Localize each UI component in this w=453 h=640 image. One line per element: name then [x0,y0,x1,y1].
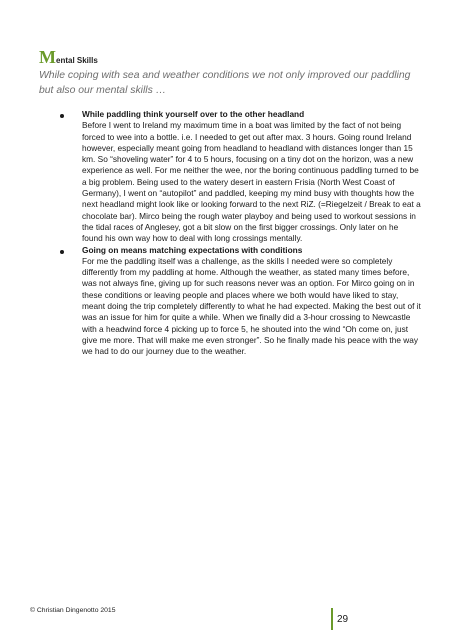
list-item-title: Going on means matching expectations with conditions [82,244,303,255]
list-item-body: Before I went to Ireland my maximum time in a boat was limited by the fact of not being forced to wee into a bottle. i.e. I needed to get out after max. 3 hours. Going round Ireland however, especially meant going from headland to headland with distances longer than 15 km. So “shoveling water” for 4 to 5 hours, focusing on a tiny dot on the horizon, was a new experience as well. For me neither the wee, nor the boring continuous paddling turned to be a big problem. Being used to the watery desert in eastern Frisia (North West Coast of Germany), I went on “autopilot” and paddled, keeping my mind busy with thoughts how the next headland might look like or looking forward to the next RiZ. (=Riegelzeit / Break to eat a chocolate bar). Mirco being the rough water playboy and being used to workout sessions in the tidal races of Anglesey, got a bit slow on the first bigger crossings. Only later on he found his own way how to deal with long crossings mentally. [82,120,421,244]
list-item-body: For me the paddling itself was a challenge, as the skills I needed were so completely differently from my paddling at home. Although the weather, as stated many times before, was not always fine, giving up for such reasons never was an option. For Mirco going on in these conditions or leaving people and places where we both would have liked to stay, meant doing the trip completely differently to what he had expected. Making the best out of it was an issue for him for quite a while. When we finally did a 3-hour crossing to Newcastle with a headwind force 4 picking up to force 5, he shouted into the wind “Oh come on, just give me more. That will make me even stronger”. So he finally made his peace with the way we had to do our journey due to the weather. [82,255,421,357]
heading-initial: M [39,47,56,67]
bullet-dot-icon [60,114,64,118]
section-subtitle: While coping with sea and weather conditions we not only improved our paddling but also our mental skills … [39,70,411,96]
page-number: 29 [337,614,349,625]
list-item [58,109,421,245]
bullet-dot-icon [60,250,64,254]
heading-text: ental Skills [56,56,98,65]
list-item [58,245,421,358]
list-item-title: While paddling think yourself over to the other headland [82,109,305,119]
section-heading [39,48,98,67]
copyright-footer: © Christian Dingenotto 2015 [30,607,116,614]
page-number-divider [331,608,333,630]
bullet-list [58,109,421,358]
